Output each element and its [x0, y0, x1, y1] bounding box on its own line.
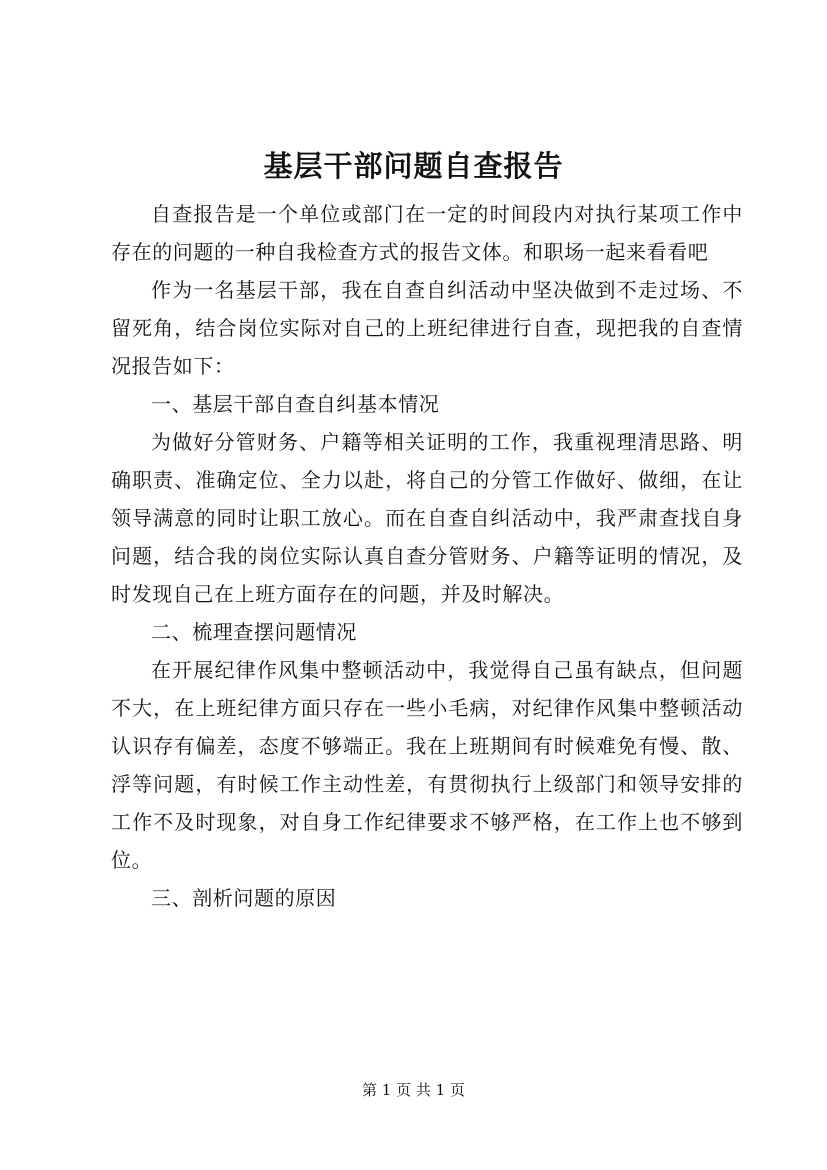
section-heading-1: 一、基层干部自查自纠基本情况	[151, 392, 440, 416]
document-title: 基层干部问题自查报告	[263, 149, 564, 183]
section-heading-2: 二、梳理查摆问题情况	[151, 620, 357, 644]
page-footer: 第 1 页 共 1 页	[362, 1081, 465, 1099]
section-heading-3: 三、剖析问题的原因	[151, 886, 337, 910]
paragraph-section-2: 在开展纪律作风集中整顿活动中，我觉得自己虽有缺点，但问题不大，在上班纪律方面只存在一些小毛病，对纪律作风集中整顿活动认识存有偏差，态度不够端正。我在上班期间有时候难免有慢、散、浮等问题，有时候工作主动性差，有贯彻执行上级部门和领导安排的工作不及时现象，对自身工作纪律要求不够严格，在工作上也不够到位。	[111, 658, 743, 872]
paragraph-section-1: 为做好分管财务、户籍等相关证明的工作，我重视理清思路、明确职责、准确定位、全力以赴，将自己的分管工作做好、做细，在让领导满意的同时让职工放心。而在自查自纠活动中，我严肃查找自身问题，结合我的岗位实际认真自查分管财务、户籍等证明的情况，及时发现自己在上班方面存在的问题，并及时解决。	[111, 430, 743, 606]
paragraph-intro: 自查报告是一个单位或部门在一定的时间段内对执行某项工作中存在的问题的一种自我检查方式的报告文体。和职场一起来看看吧	[111, 202, 743, 264]
document-body	[111, 195, 743, 917]
paragraph-preface: 作为一名基层干部，我在自查自纠活动中坚决做到不走过场、不留死角，结合岗位实际对自己的上班纪律进行自查，现把我的自查情况报告如下：	[111, 278, 743, 378]
